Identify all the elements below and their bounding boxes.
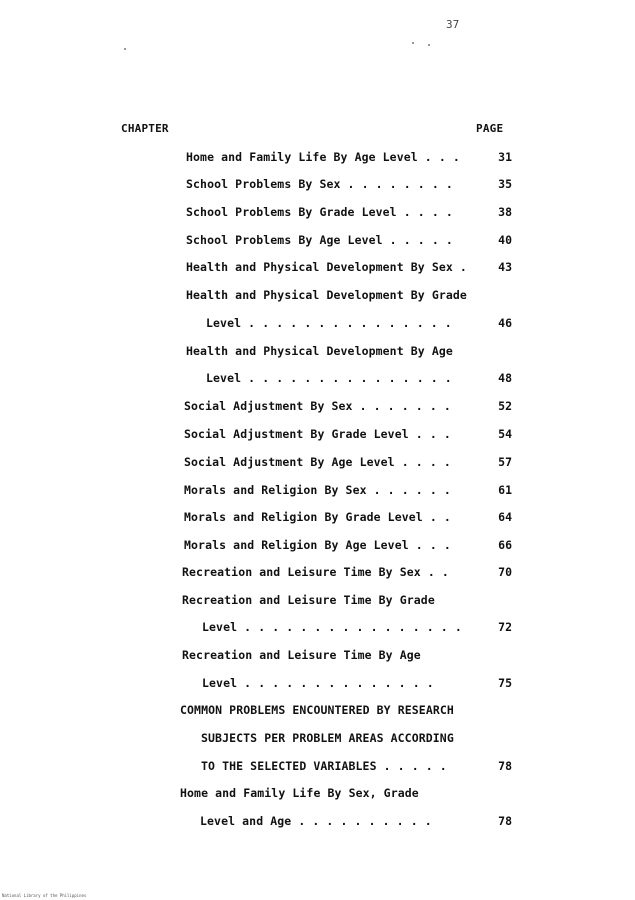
toc-entry-page: 35 — [498, 177, 512, 191]
toc-entry-text: Level . . . . . . . . . . . . . . . — [206, 316, 452, 330]
page-header: PAGE — [476, 122, 504, 135]
toc-entry-page: 43 — [498, 260, 512, 274]
page-number-mark: 37 — [446, 18, 460, 31]
toc-entry-text: Level . . . . . . . . . . . . . . — [202, 676, 434, 690]
toc-entry-page: 66 — [498, 538, 512, 552]
toc-entry-text: Morals and Religion By Age Level . . . — [184, 538, 451, 552]
toc-entry-text: Social Adjustment By Sex . . . . . . . — [184, 399, 451, 413]
toc-entry-page: 38 — [498, 205, 512, 219]
toc-entry-text: Health and Physical Development By Sex . — [186, 260, 467, 274]
toc-entry-text: Morals and Religion By Sex . . . . . . — [184, 483, 451, 497]
toc-entry-page: 78 — [498, 759, 512, 773]
toc-entry-text: TO THE SELECTED VARIABLES . . . . . — [201, 759, 447, 773]
toc-entry-text: Health and Physical Development By Grade — [186, 288, 467, 302]
toc-entry-text: Morals and Religion By Grade Level . . — [184, 510, 451, 524]
toc-entry-text: School Problems By Age Level . . . . . — [186, 233, 453, 247]
toc-entry-text: Recreation and Leisure Time By Age — [182, 648, 421, 662]
scan-speck — [124, 48, 126, 50]
toc-entry-page: 72 — [498, 620, 512, 634]
toc-entry-text: Social Adjustment By Age Level . . . . — [184, 455, 451, 469]
toc-entry-page: 75 — [498, 676, 512, 690]
toc-entry-text: Level . . . . . . . . . . . . . . . . — [202, 620, 462, 634]
scan-speck — [428, 44, 430, 46]
toc-entry-text: Recreation and Leisure Time By Grade — [182, 593, 435, 607]
scan-speck — [412, 42, 414, 44]
footer-source: National Library of the Philippines — [2, 893, 87, 898]
toc-entry-text: Level and Age . . . . . . . . . . — [200, 814, 432, 828]
toc-entry-page: 54 — [498, 427, 512, 441]
toc-entry-text: COMMON PROBLEMS ENCOUNTERED BY RESEARCH — [180, 703, 454, 717]
toc-entry-text: Recreation and Leisure Time By Sex . . — [182, 565, 449, 579]
toc-entry-text: Social Adjustment By Grade Level . . . — [184, 427, 451, 441]
toc-entry-page: 46 — [498, 316, 512, 330]
toc-entry-text: Home and Family Life By Age Level . . . — [186, 150, 460, 164]
toc-entry-text: SUBJECTS PER PROBLEM AREAS ACCORDING — [201, 731, 454, 745]
toc-entry-text: School Problems By Grade Level . . . . — [186, 205, 453, 219]
toc-entry-text: School Problems By Sex . . . . . . . . — [186, 177, 453, 191]
toc-entry-page: 57 — [498, 455, 512, 469]
toc-entry-text: Home and Family Life By Sex, Grade — [180, 786, 419, 800]
toc-entry-page: 31 — [498, 150, 512, 164]
toc-entry-page: 70 — [498, 565, 512, 579]
toc-entry-page: 64 — [498, 510, 512, 524]
toc-entry-page: 48 — [498, 371, 512, 385]
toc-entry-text: Health and Physical Development By Age — [186, 344, 453, 358]
toc-entry-page: 40 — [498, 233, 512, 247]
toc-entry-page: 61 — [498, 483, 512, 497]
chapter-header: CHAPTER — [121, 122, 169, 135]
toc-entry-page: 78 — [498, 814, 512, 828]
toc-entry-text: Level . . . . . . . . . . . . . . . — [206, 371, 452, 385]
toc-entry-page: 52 — [498, 399, 512, 413]
